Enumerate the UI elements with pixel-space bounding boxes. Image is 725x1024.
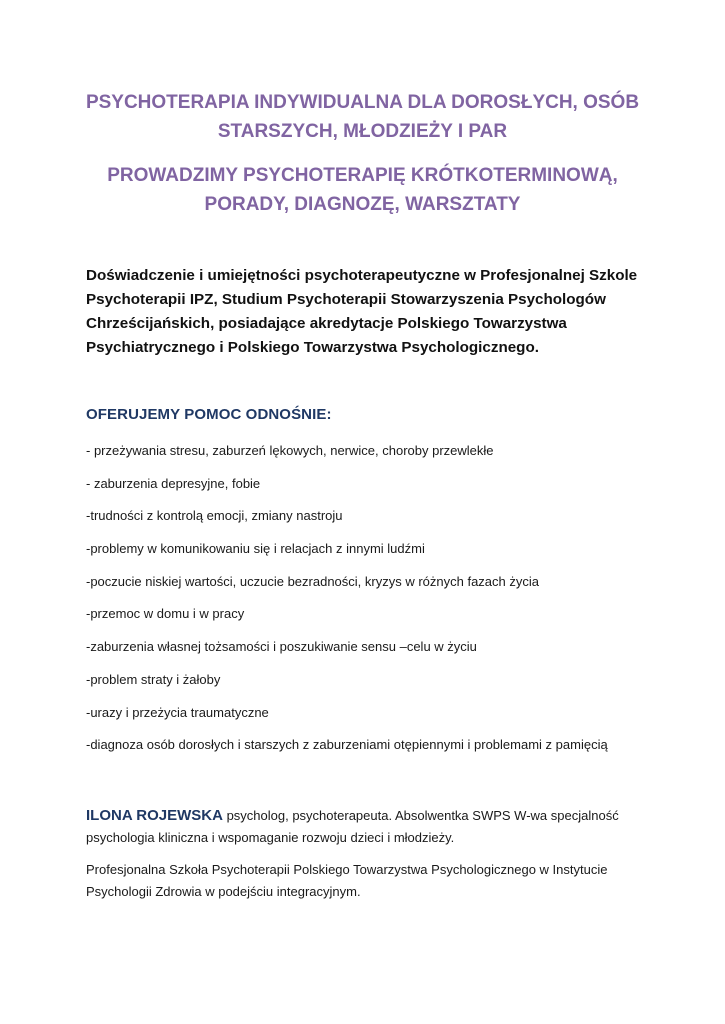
list-item: -przemoc w domu i w pracy [86,606,245,622]
list-item: -trudności z kontrolą emocji, zmiany nastroju [86,508,343,524]
bio-name: ILONA ROJEWSKA [86,807,223,824]
help-list [86,441,646,768]
list-item: -zaburzenia własnej tożsamości i poszukiwanie sensu –celu w życiu [86,639,477,655]
list-item: -diagnoza osób dorosłych i starszych z zaburzeniami otępiennymi i problemami z pamięcią [86,737,608,753]
list-item: -poczucie niskiej wartości, uczucie bezradności, kryzys w różnych fazach życia [86,573,540,589]
list-item: -problem straty i żałoby [86,671,221,687]
list-item: - przeżywania stresu, zaburzeń lękowych, nerwice, choroby przewlekłe [86,443,494,458]
list-item: -problemy w komunikowaniu się i relacjach z innymi ludźmi [86,541,425,557]
page-subtitle: PROWADZIMY PSYCHOTERAPIĘ KRÓTKOTERMINOWĄ, PORADY, DIAGNOZĘ, WARSZTATY [107,165,618,215]
intro-paragraph: Doświadczenie i umiejętności psychoterapeutyczne w Profesjonalnej Szkole Psychoterapii IPZ, Studium Psychoterapii Stowarzyszenia Psychologów Chrześcijańskich, posiadające akredytacje Polskiego Towarzystwa Psychiatrycznego i Polskiego Towarzystwa Psychologicznego. [86,267,638,356]
help-section-heading: OFERUJEMY POMOC ODNOŚNIE: [86,406,332,423]
page-title: PSYCHOTERAPIA INDYWIDUALNA DLA DOROSŁYCH, OSÓB STARSZYCH, MŁODZIEŻY I PAR [85,92,640,142]
list-item: - zaburzenia depresyjne, fobie [86,475,261,491]
bio-training-paragraph: Profesjonalna Szkoła Psychoterapii Polskiego Towarzystwa Psychologicznego w Instytucie Psychologii Zdrowia w podejściu integracyjnym. [86,862,608,899]
bio-paragraph [86,805,646,848]
bio-description: psycholog, psychoterapeuta. Absolwentka SWPS W-wa specjalność psychologia kliniczna i wspomaganie rozwoju dzieci i młodzieży. [86,808,619,845]
list-item: -urazy i przeżycia traumatyczne [86,704,269,720]
